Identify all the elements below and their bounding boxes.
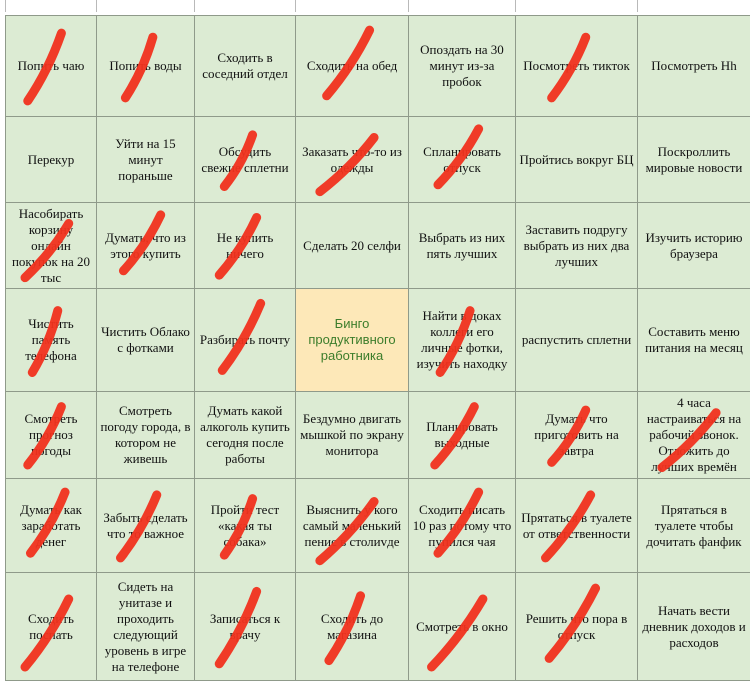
bingo-cell [194, 478, 296, 573]
bingo-cell-text: Чистить память телефона [25, 316, 77, 363]
bingo-cell [96, 572, 195, 681]
bingo-cell-text: Смотреть прогноз погоды [24, 411, 78, 458]
bingo-cell-text: Поскроллить мировые новости [645, 143, 743, 175]
bingo-cell [408, 116, 516, 203]
bingo-cell-text: Записаться к врачу [209, 610, 281, 642]
bingo-cell [295, 391, 409, 479]
bingo-cell [637, 478, 750, 573]
column-guide [96, 0, 97, 12]
bingo-cell-text: Не купить ничего [216, 229, 274, 261]
bingo-cell [408, 572, 516, 681]
bingo-cell-text: Прятаться в туалете от ответственности [521, 509, 632, 541]
bingo-cell-text: Сходить до магазина [320, 610, 384, 642]
bingo-cell [194, 288, 296, 392]
bingo-cell-text: Выяснить у кого самый маленький пенис в столиvде [302, 501, 402, 549]
bingo-cell-text: Пройти тест «какая ты собака» [210, 501, 280, 549]
bingo-cell-text: Чистить Облако с фотками [101, 324, 190, 355]
column-guide [5, 0, 6, 12]
bingo-cell-text: 4 часа настраиваться на рабочий звонок. Отложить до лучших времён [646, 395, 742, 474]
bingo-cell-text: Уйти на 15 минут пораньше [115, 135, 176, 183]
bingo-cell [408, 478, 516, 573]
bingo-center-cell [295, 288, 409, 392]
bingo-cell [194, 391, 296, 479]
bingo-cell [96, 478, 195, 573]
bingo-cell-text: Думать как заработать денег [20, 501, 82, 549]
bingo-cell-text: Опоздать на 30 минут из-за пробок [420, 42, 504, 89]
bingo-cell-text: Забыть сделать что то важное [103, 509, 188, 541]
bingo-cell-text: Сделать 20 селфи [303, 237, 401, 253]
bingo-cell-text: Насобирать корзину онлайн покупок на 20 тыс [11, 205, 91, 285]
bingo-cell-text: Сходить на обед [306, 58, 398, 73]
bingo-cell [194, 116, 296, 203]
bingo-cell [637, 116, 750, 203]
bingo-cell-text: Бездумно двигать мышкой по экрану монитора [300, 411, 404, 458]
bingo-cell [515, 288, 638, 392]
bingo-cell-text: Посмотреть тикток [523, 58, 630, 73]
bingo-cell-text: Обсудить свежие сплетни [201, 143, 289, 175]
bingo-cell [295, 116, 409, 203]
column-guide [515, 0, 516, 12]
bingo-cell [5, 15, 97, 117]
bingo-cell [515, 478, 638, 573]
bingo-cell-text: Думать какой алкоголь купить сегодня после работы [200, 403, 290, 466]
bingo-cell [194, 202, 296, 289]
column-guide [637, 0, 638, 12]
bingo-cell-text: Сходить писать 10 раз потому что пупился чая [412, 501, 512, 549]
bingo-cell [408, 288, 516, 392]
bingo-cell [295, 202, 409, 289]
bingo-cell [515, 202, 638, 289]
bingo-cell [96, 15, 195, 117]
bingo-cell-text: Планировать выходные [426, 419, 498, 450]
bingo-cell-text: Перекур [27, 151, 75, 167]
bingo-cell [515, 15, 638, 117]
bingo-cell [515, 116, 638, 203]
bingo-cell-text: Попить воды [109, 58, 182, 73]
bingo-cell-text: Выбрать из них пять лучших [418, 229, 506, 261]
bingo-cell-text: распустить сплетни [521, 332, 632, 347]
bingo-cell-text: Смотреть в окно [416, 618, 508, 634]
bingo-cell [408, 391, 516, 479]
bingo-cell-text: Начать вести дневник доходов и расходов [642, 602, 746, 650]
bingo-cell-text: Найти в доках коллеги его личные фотки, изучить находку [416, 308, 508, 371]
bingo-cell-text: Сидеть на унитазе и проходить следующий уровень в игре на телефоне [104, 578, 187, 674]
bingo-cell [5, 202, 97, 289]
bingo-cell-text: Изучить историю браузера [645, 229, 743, 261]
bingo-cell-text: Попить чаю [17, 58, 85, 73]
bingo-cell [515, 391, 638, 479]
bingo-cell [515, 572, 638, 681]
bingo-cell [96, 288, 195, 392]
bingo-cell [5, 572, 97, 681]
bingo-cell-text: Бинго продуктивного работника [308, 316, 396, 363]
bingo-cell-text: Разбирать почту [199, 332, 291, 347]
bingo-cell-text: Спланировать отпуск [423, 143, 501, 175]
bingo-cell-text: Смотреть погоду города, в котором не живешь [100, 403, 191, 466]
bingo-cell [637, 288, 750, 392]
column-guide [295, 0, 296, 12]
bingo-cell-text: Думать что приготовить на завтра [534, 411, 619, 458]
bingo-cell [408, 15, 516, 117]
bingo-cell-text: Заставить подругу выбрать из них два лучших [523, 221, 630, 269]
bingo-cell [637, 15, 750, 117]
bingo-cell-text: Пройтись вокруг БЦ [519, 151, 634, 167]
bingo-cell [96, 202, 195, 289]
bingo-cell-text: Посмотреть Hh [651, 58, 737, 73]
bingo-cell [5, 478, 97, 573]
bingo-cell [637, 202, 750, 289]
bingo-cell-text: Думать, что из этого купить [105, 229, 186, 261]
bingo-cell [637, 572, 750, 681]
bingo-cell [295, 15, 409, 117]
bingo-cell-text: Решить что пора в отпуск [525, 610, 628, 642]
bingo-cell [5, 116, 97, 203]
bingo-cell [408, 202, 516, 289]
bingo-cell-text: Сходить в соседний отдел [202, 50, 288, 81]
bingo-cell [96, 116, 195, 203]
bingo-cell-text: Составить меню питания на месяц [645, 324, 743, 355]
bingo-cell [295, 478, 409, 573]
bingo-cell [194, 572, 296, 681]
bingo-cell-text: Сходить поспать [28, 610, 74, 642]
bingo-cell [96, 391, 195, 479]
bingo-cell [637, 391, 750, 479]
bingo-cell [295, 572, 409, 681]
bingo-cell [194, 15, 296, 117]
column-guide [408, 0, 409, 12]
column-guide [194, 0, 195, 12]
bingo-cell [5, 391, 97, 479]
bingo-cell [5, 288, 97, 392]
bingo-cell-text: Прятаться в туалете чтобы дочитать фанфик [646, 501, 742, 549]
bingo-cell-text: Заказать что-то из одежды [302, 143, 402, 175]
